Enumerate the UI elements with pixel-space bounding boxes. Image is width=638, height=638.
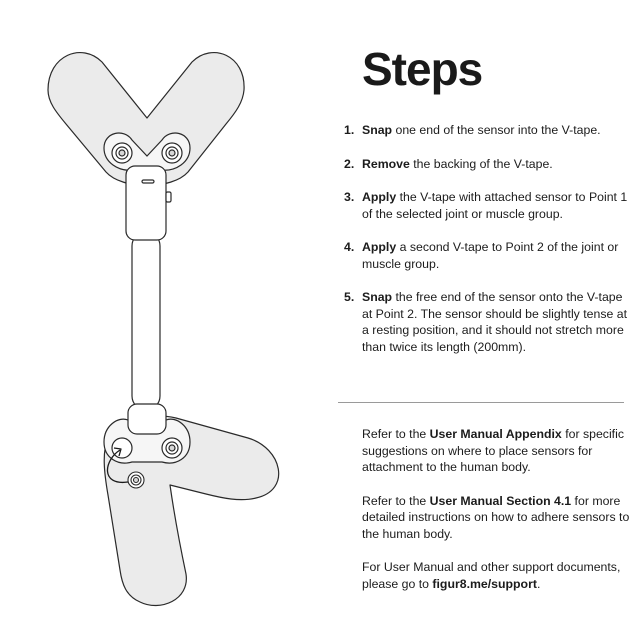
support-link[interactable]: figur8.me/support [432,576,537,591]
sensor-strap [132,232,160,410]
list-item: 2. Remove the backing of the V-tape. [344,156,553,171]
list-item: 4. Apply a second V-tape to Point 2 of the joint or muscle group. [344,240,619,271]
list-item: 3. Apply the V-tape with attached sensor to Point 1 of the selected joint or muscle group. [344,190,628,221]
notes-section [362,426,632,609]
support-note: For User Manual and other support documents, please go to figur8.me/support. [362,560,621,591]
list-item: 5. Snap the free end of the sensor onto the V-tape at Point 2. The sensor should be slightly tense at a resting position, and it should not stretch more than twice its length (200mm). [344,290,628,354]
bottom-snap-connector [104,404,190,463]
list-item: 1. Snap one end of the sensor into the V-tape. [344,123,601,137]
sensor-body [126,166,171,240]
section-note: Refer to the User Manual Section 4.1 for more detailed instructions on how to adhere sensors to the human body. [362,493,630,541]
page-title: Steps [362,43,483,95]
steps-list [344,122,634,372]
divider [338,402,624,403]
appendix-note: Refer to the User Manual Appendix for specific suggestions on where to place sensors for attachment to the human body. [362,427,624,474]
point-2-target [128,472,144,488]
